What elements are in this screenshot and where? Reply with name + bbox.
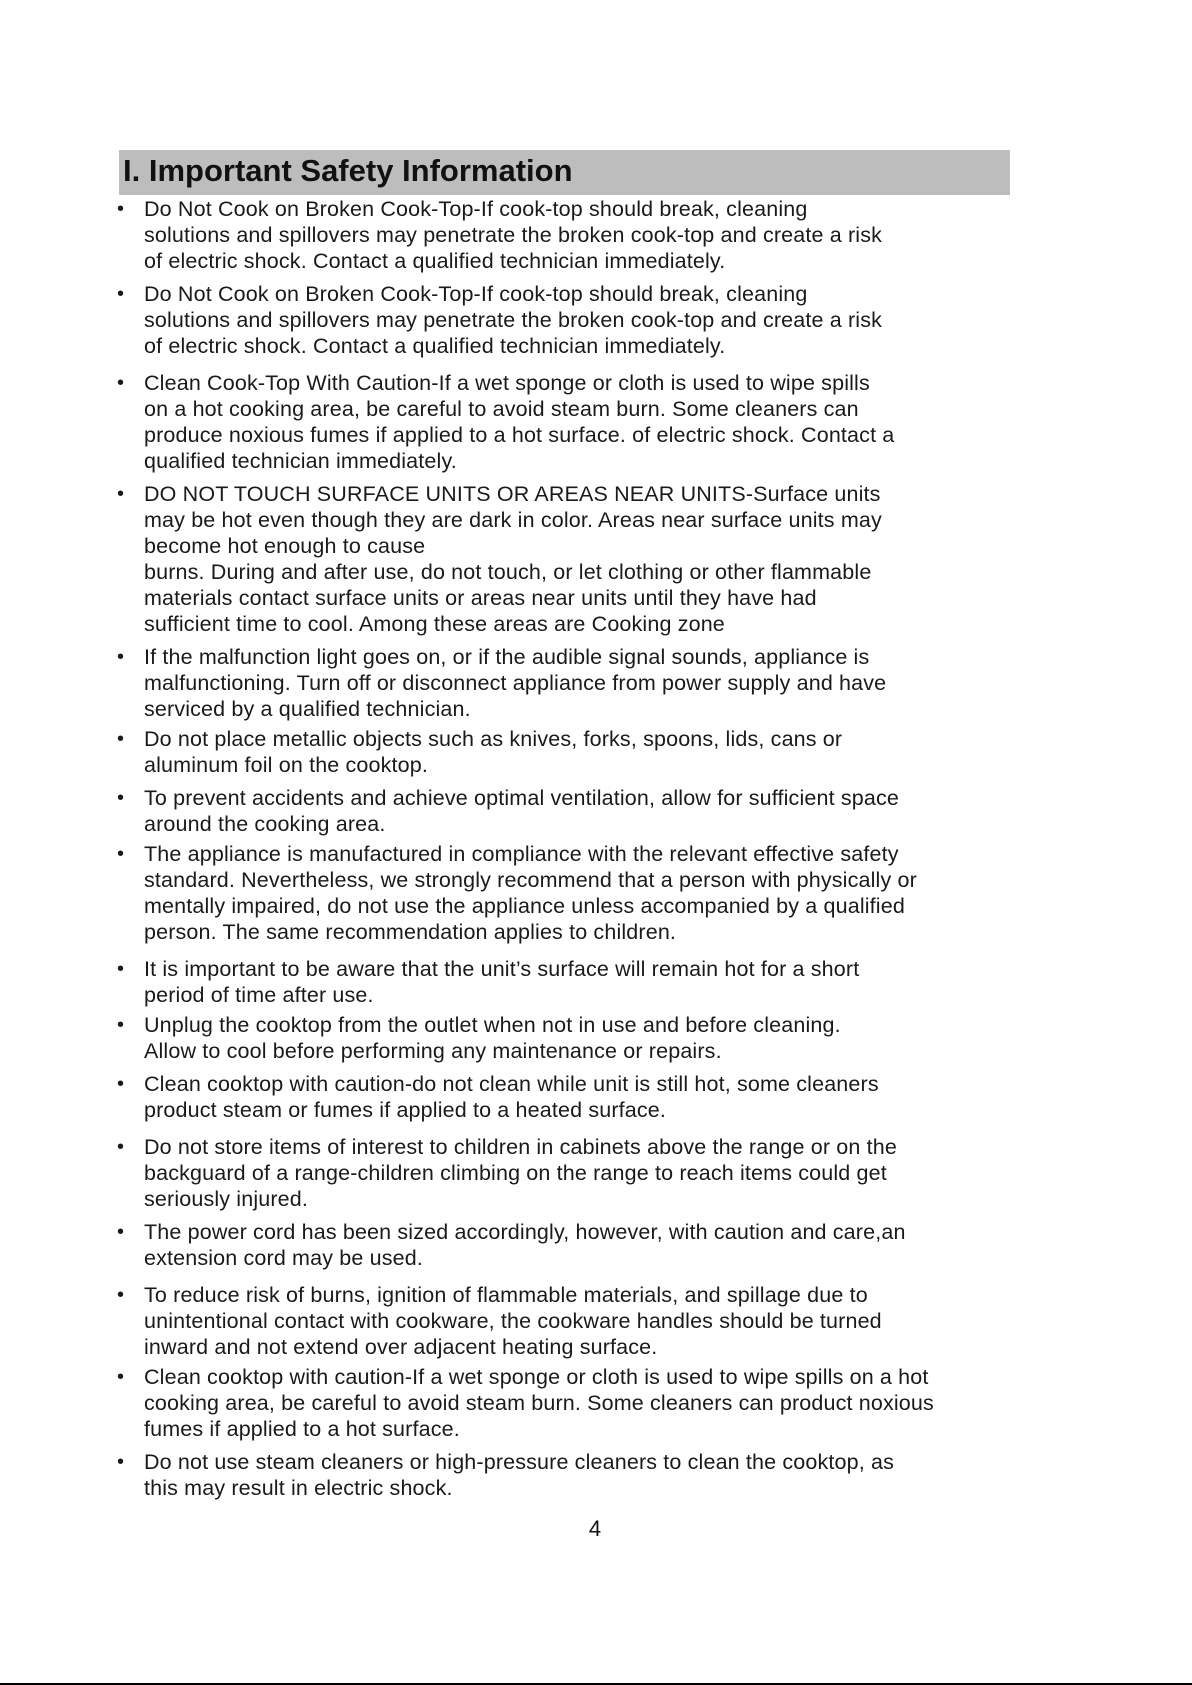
safety-item-text: Clean cooktop with caution-If a wet sponge or cloth is used to wipe spills on a hot cooking area, be careful to avoid steam burn. Some cleaners can product noxious fumes if applied to a hot surface.: [144, 1365, 934, 1441]
safety-item-text: Unplug the cooktop from the outlet when not in use and before cleaning. Allow to cool before performing any maintenance or repairs.: [144, 1013, 841, 1063]
bullet-icon: •: [117, 787, 125, 809]
section-title: I. Important Safety Information: [123, 153, 573, 188]
bullet-icon: •: [117, 1221, 125, 1243]
safety-item-text: To prevent accidents and achieve optimal ventilation, allow for sufficient space around the cooking area.: [144, 786, 899, 836]
bullet-icon: •: [117, 1451, 125, 1473]
safety-item-5: [117, 644, 1057, 722]
safety-item-text: If the malfunction light goes on, or if the audible signal sounds, appliance is malfunctioning. Turn off or disconnect appliance from power supply and have serviced by a qualified technician.: [144, 645, 887, 721]
safety-item-9: [117, 956, 1057, 1008]
safety-item-12: [117, 1134, 1057, 1212]
page-number: 4: [588, 1516, 602, 1541]
bullet-icon: •: [117, 843, 125, 865]
section-header-bar: [119, 150, 1010, 195]
safety-item-text: The power cord has been sized accordingly, however, with caution and care,an extension cord may be used.: [144, 1220, 906, 1270]
safety-item-15: [117, 1364, 1057, 1442]
safety-item-text: It is important to be aware that the unit’s surface will remain hot for a short period of time after use.: [144, 957, 860, 1007]
bullet-icon: •: [117, 958, 125, 980]
bullet-icon: •: [117, 1136, 125, 1158]
bullet-icon: •: [117, 1284, 125, 1306]
safety-item-text: The appliance is manufactured in compliance with the relevant effective safety standard. Nevertheless, we strongly recommend that a person with physically or mentally impaired, do not use the appliance unless accompanied by a qualified person. The same recommendation applies to children.: [144, 842, 917, 944]
safety-item-text: DO NOT TOUCH SURFACE UNITS OR AREAS NEAR UNITS-Surface units may be hot even though they are dark in color. Areas near surface units may become hot enough to cause burns. During and after use, do not touch, or let clothing or other flammable materials contact surface units or areas near units until they have had sufficient time to cool. Among these areas are Cooking zone: [144, 482, 882, 636]
safety-item-6: [117, 726, 1057, 778]
safety-item-3: [117, 370, 1057, 474]
bullet-icon: •: [117, 1073, 125, 1095]
safety-item-16: [117, 1449, 1057, 1501]
bullet-icon: •: [117, 646, 125, 668]
safety-item-text: Clean cooktop with caution-do not clean while unit is still hot, some cleaners product steam or fumes if applied to a heated surface.: [144, 1072, 879, 1122]
safety-item-4: [117, 481, 1057, 637]
bullet-icon: •: [117, 198, 125, 220]
safety-item-text: Do not use steam cleaners or high-pressure cleaners to clean the cooktop, as this may result in electric shock.: [144, 1450, 894, 1500]
safety-item-8: [117, 841, 1057, 945]
bullet-icon: •: [117, 728, 125, 750]
safety-item-10: [117, 1012, 1057, 1064]
safety-item-14: [117, 1282, 1057, 1360]
safety-item-1: [117, 196, 1057, 274]
bullet-icon: •: [117, 1366, 125, 1388]
bullet-icon: •: [117, 372, 125, 394]
safety-list: [117, 196, 1057, 1508]
bullet-icon: •: [117, 1014, 125, 1036]
safety-item-text: Do not store items of interest to children in cabinets above the range or on the backguard of a range-children climbing on the range to reach items could get seriously injured.: [144, 1135, 897, 1211]
safety-item-text: To reduce risk of burns, ignition of flammable materials, and spillage due to unintentional contact with cookware, the cookware handles should be turned inward and not extend over adjacent heating surface.: [144, 1283, 882, 1359]
safety-item-text: Do Not Cook on Broken Cook-Top-If cook-top should break, cleaning solutions and spillovers may penetrate the broken cook-top and create a risk of electric shock. Contact a qualified technician immediately.: [144, 282, 883, 358]
bullet-icon: •: [117, 483, 125, 505]
safety-item-11: [117, 1071, 1057, 1123]
bullet-icon: •: [117, 283, 125, 305]
safety-item-7: [117, 785, 1057, 837]
safety-item-13: [117, 1219, 1057, 1271]
safety-item-text: Clean Cook-Top With Caution-If a wet sponge or cloth is used to wipe spills on a hot cooking area, be careful to avoid steam burn. Some cleaners can produce noxious fumes if applied to a hot surface. of electric shock. Contact a qualified technician immediately.: [144, 371, 895, 473]
safety-item-text: Do not place metallic objects such as knives, forks, spoons, lids, cans or aluminum foil on the cooktop.: [144, 727, 843, 777]
safety-item-text: Do Not Cook on Broken Cook-Top-If cook-top should break, cleaning solutions and spillovers may penetrate the broken cook-top and create a risk of electric shock. Contact a qualified technician immediately.: [144, 197, 883, 273]
safety-item-2: [117, 281, 1057, 359]
